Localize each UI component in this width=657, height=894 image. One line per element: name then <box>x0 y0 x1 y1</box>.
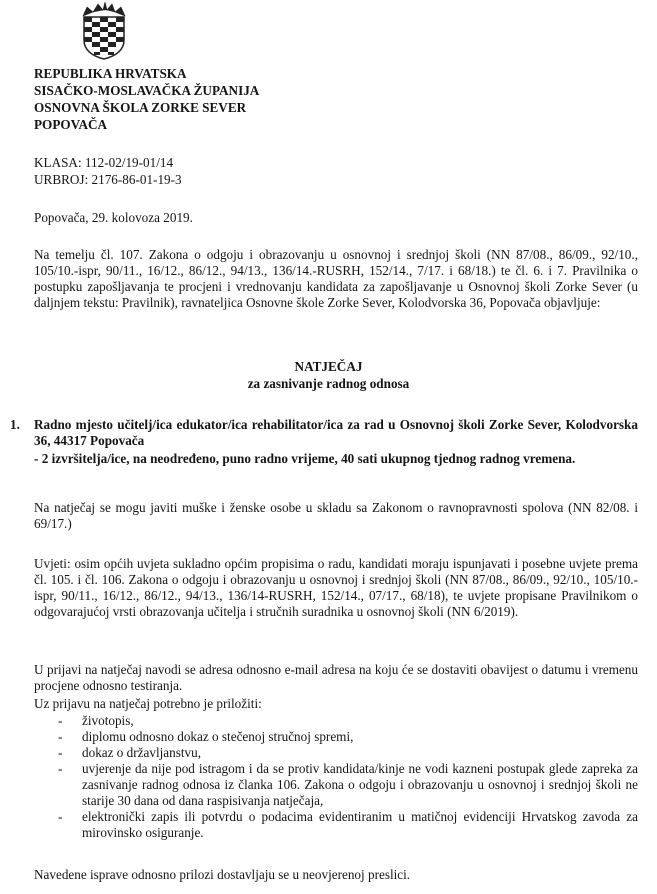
footer-paragraph: Navedene isprave odnosno prilozi dostavljaju se u neovjerenoj preslici. <box>34 867 411 882</box>
list-item: - diplomu odnosno dokaz o stečenoj stručnoj spremi, <box>58 729 638 745</box>
intro-paragraph: Na temelju čl. 107. Zakona o odgoju i obrazovanju u osnovnoj i srednjoj školi (NN 87/08., 86/09., 92/10., 105/10.-ispr, 90/11., 16/12., 86/12., 94/13., 136/14.-RUSRH, 152/14., 7/17. i 68/18.) te čl. 6. i 7. Pravilnika o postupku zapošljavanja te procjeni i vrednovanju kandidata za zapošljavanje u Osnovnoj školi Zorke Sever (u daljnjem tekstu: Pravilnik), ravnateljica Osnovne škole Zorke Sever, Kolodvorska 36, Popovača objavljuje: <box>34 247 638 310</box>
header-country: REPUBLIKA HRVATSKA <box>34 66 187 81</box>
list-item: - životopis, <box>58 713 638 729</box>
document-date: Popovača, 29. kolovoza 2019. <box>34 210 193 225</box>
position-title: Radno mjesto učitelj/ica edukator/ica rehabilitator/ica za rad u Osnovnoj školi Zorke Sever, Kolodvorska 36, 44317 Popovača <box>34 417 638 448</box>
document-title: NATJEČAJ <box>294 359 363 374</box>
address-paragraph: U prijavi na natječaj navodi se adresa odnosno e-mail adresa na koju će se dostaviti obavijest o datumu i vremenu procjene odnosno testiranja. <box>34 662 638 693</box>
klasa: KLASA: 112-02/19-01/14 <box>34 155 174 170</box>
conditions-paragraph: Uvjeti: osim općih uvjeta sukladno općim propisima o radu, kandidati moraju ispunjavati i posebne uvjete prema čl. 105. i čl. 106. Zakona o odgoju i obrazovanju u osnovnoj i srednjoj školi (NN 87/08., 86/09., 92/10., 105/10.-ispr, 90/11., 16/12., 86/12., 94/13., 136/14-RUSRH, 152/14., 07/17., 68/18), te uvjete propisane Pravilnikom o odgovarajućoj vrsti obrazovanja učitelja i stručnih suradnika u osnovnoj školi (NN 6/2019). <box>34 556 638 619</box>
header-town: POPOVAČA <box>34 117 108 132</box>
document-subtitle: za zasnivanje radnog odnosa <box>247 376 410 391</box>
gender-paragraph: Na natječaj se mogu javiti muške i ženske osobe u skladu sa Zakonom o ravnopravnosti spolova (NN 82/08. i 69/17.) <box>34 500 638 531</box>
position-number: 1. <box>10 417 20 432</box>
list-item: - elektronički zapis ili potvrdu o podacima evidentiranim u matičnoj evidenciji Hrvatskog zavoda za mirovinsko osiguranje. <box>58 809 638 841</box>
header-school: OSNOVNA ŠKOLA ZORKE SEVER <box>34 100 247 115</box>
list-item: - dokaz o državljanstvu, <box>58 745 638 761</box>
header-county: SISAČKO-MOSLAVAČKA ŽUPANIJA <box>34 83 260 98</box>
position-detail: - 2 izvršitelja/ice, na neodređeno, puno radno vrijeme, 40 sati ukupnog tjednog radnog vremena. <box>34 451 576 466</box>
attachments-intro: Uz prijavu na natječaj potrebno je priložiti: <box>34 696 262 711</box>
list-item: - uvjerenje da nije pod istragom i da se protiv kandidata/kinje ne vodi kazneni postupak glede zapreka za zasnivanje radnog odnosa iz članka 106. Zakona o odgoju i obrazovanju u osnovnoj i srednjoj školi ne starije 30 dana od dana raspisivanja natječaja, <box>58 761 638 809</box>
croatian-coat-of-arms-icon <box>79 2 129 60</box>
attachments-list <box>58 713 638 841</box>
urbroj: URBROJ: 2176-86-01-19-3 <box>34 172 182 187</box>
